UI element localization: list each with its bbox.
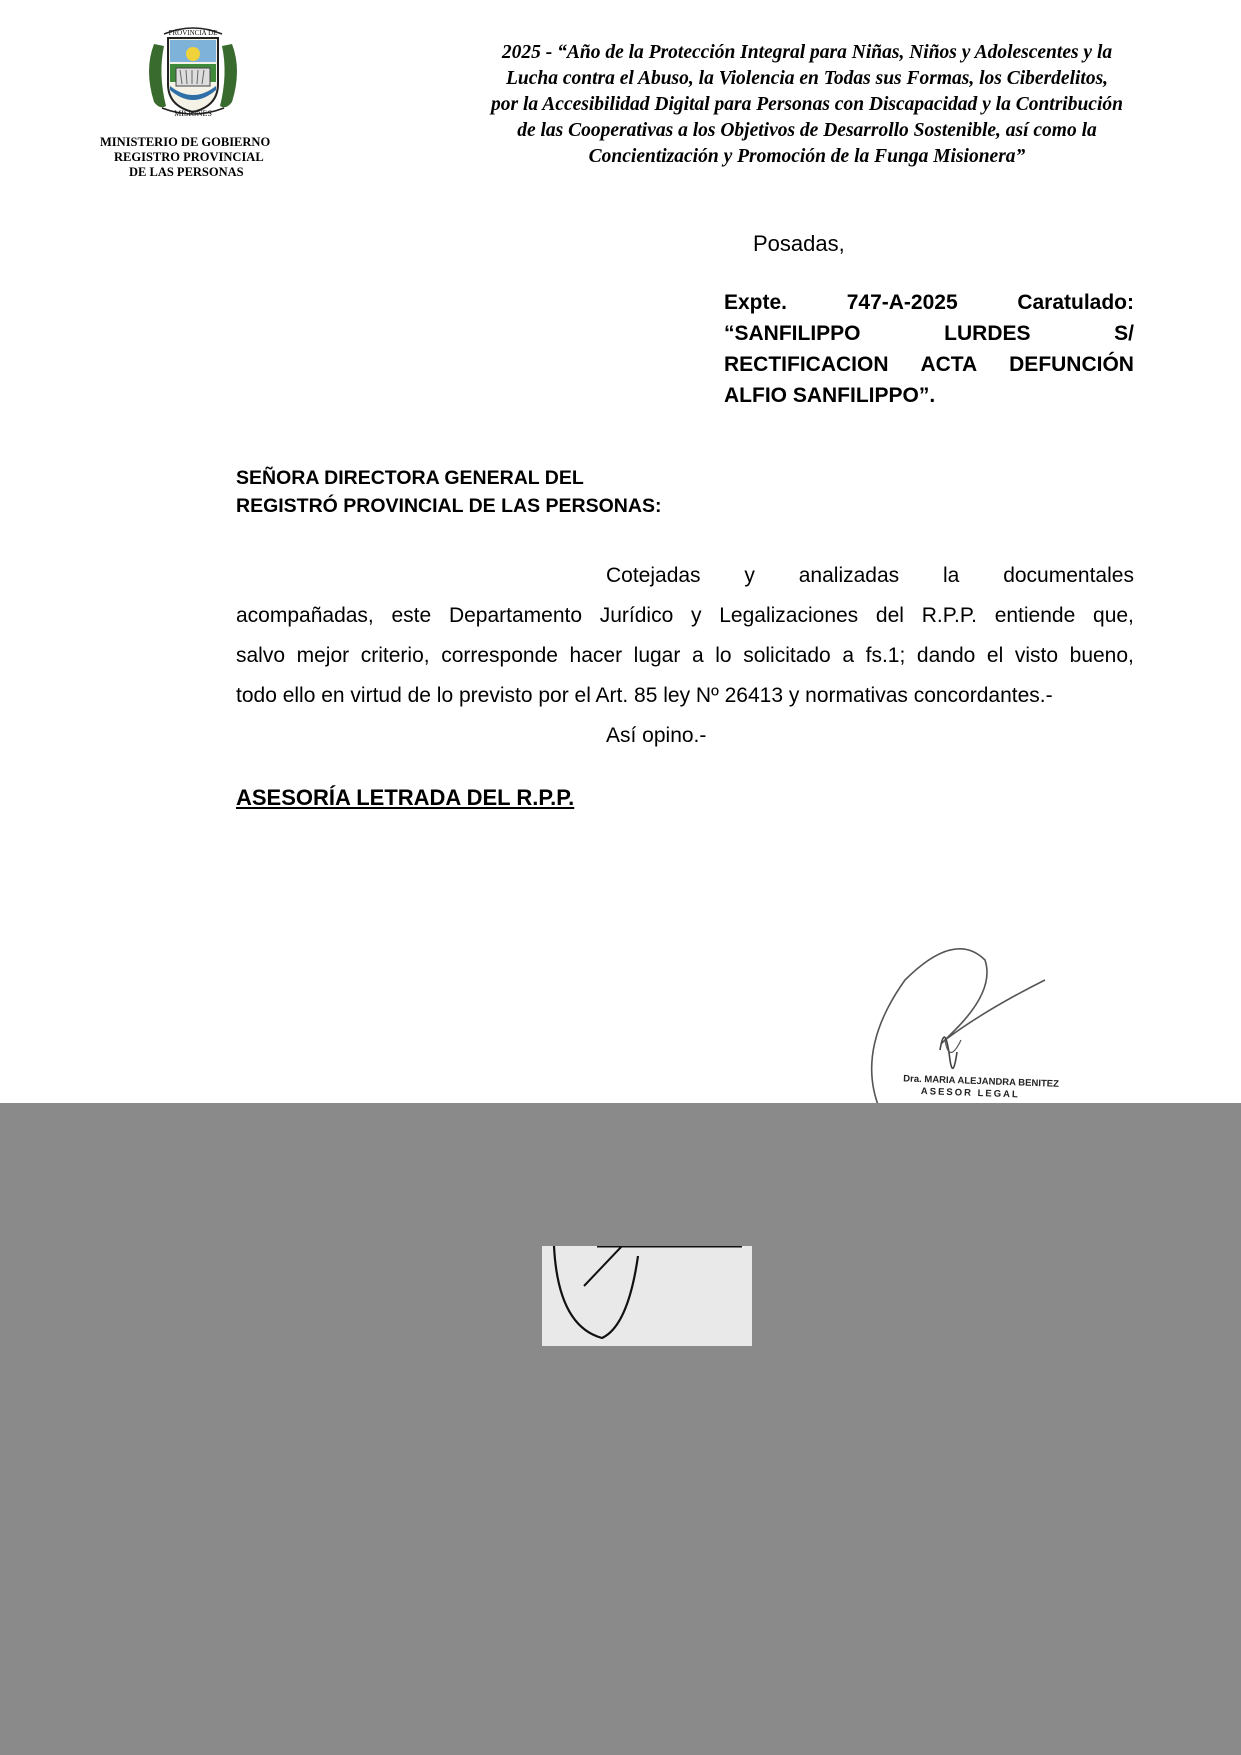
- addressee-line: SEÑORA DIRECTORA GENERAL DEL: [236, 467, 584, 489]
- stamp-name: Dra. MARIA ALEJANDRA BENITEZ: [903, 1073, 1060, 1090]
- ministry-line: REGISTRO PROVINCIAL: [114, 150, 264, 164]
- ministry-line: DE LAS PERSONAS: [129, 165, 244, 179]
- motto-line: por la Accesibilidad Digital para Personas con Discapacidad y la Contribución: [491, 94, 1123, 115]
- motto-line: Concientización y Promoción de la Funga Misionera”: [588, 146, 1026, 167]
- case-reference-line: RECTIFICACION ACTA DEFUNCIÓN: [724, 353, 1134, 376]
- motto-line: 2025 - “Año de la Protección Integral para Niñas, Niños y Adolescentes y la: [501, 42, 1113, 63]
- case-reference: [724, 287, 1134, 411]
- body-line: salvo mejor criterio, corresponde hacer lugar a lo solicitado a fs.1; dando el visto bueno,: [236, 644, 1134, 667]
- ministry-heading: [100, 135, 300, 180]
- provincia-de-misiones-seal-icon: [140, 24, 246, 118]
- stamp-title: ASESOR LEGAL: [920, 1086, 1020, 1101]
- addressee: [236, 464, 661, 520]
- scanned-fragment: [542, 1246, 752, 1346]
- gray-overlay: [0, 1103, 1241, 1755]
- body-line: Cotejadas y analizadas la documentales: [606, 564, 1134, 587]
- office-signature-heading: ASESORÍA LETRADA DEL R.P.P.: [236, 785, 575, 810]
- seal-top-text: PROVINCIA DE: [168, 29, 218, 37]
- case-reference-line: “SANFILIPPO LURDES S/: [724, 322, 1134, 345]
- place-date: Posadas,: [753, 231, 845, 256]
- addressee-line: REGISTRÓ PROVINCIAL DE LAS PERSONAS:: [236, 495, 662, 517]
- case-reference-line: Expte. 747-A-2025 Caratulado:: [724, 291, 1134, 314]
- case-reference-line: ALFIO SANFILIPPO”.: [724, 384, 936, 407]
- ministry-line: MINISTERIO DE GOBIERNO: [100, 135, 271, 149]
- seal-bottom-text: MISIONES: [174, 109, 212, 118]
- opinion-body: [236, 556, 1134, 756]
- closing-phrase: Así opino.-: [606, 724, 707, 747]
- motto-line: Lucha contra el Abuso, la Violencia en Todas sus Formas, los Ciberdelitos,: [505, 68, 1109, 89]
- body-line: acompañadas, este Departamento Jurídico y Legalizaciones del R.P.P. entiende que,: [236, 604, 1134, 627]
- body-line: todo ello en virtud de lo previsto por el Art. 85 ley Nº 26413 y normativas concordantes.-: [236, 684, 1053, 707]
- year-motto: [462, 40, 1152, 170]
- motto-line: de las Cooperativas a los Objetivos de Desarrollo Sostenible, así como la: [517, 120, 1097, 141]
